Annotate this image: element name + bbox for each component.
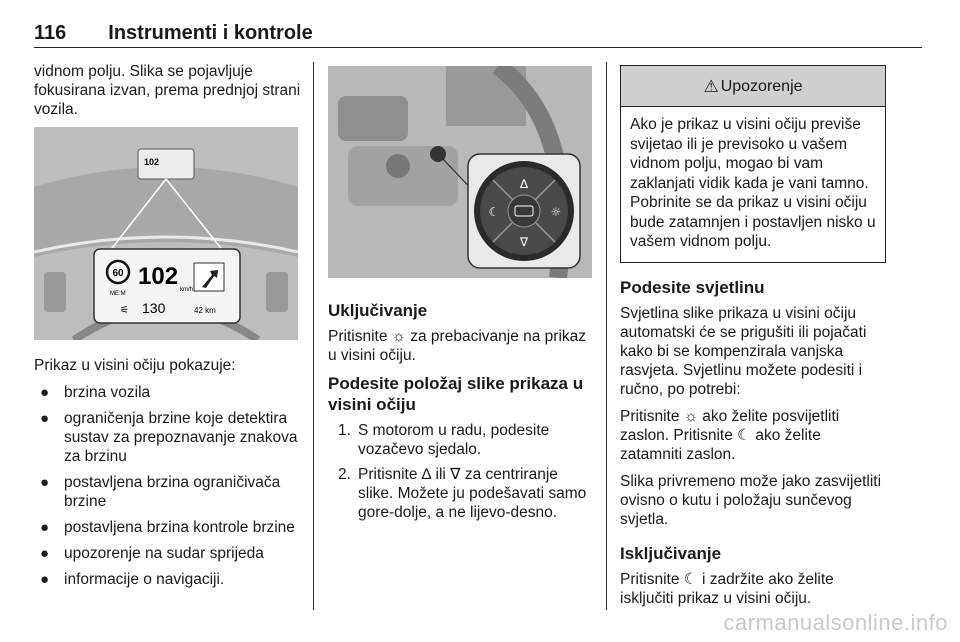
section-title: Podesite svjetlinu [620,277,765,297]
page-header [34,22,313,45]
paragraph: Pritisnite ☾ i zadržite ako želite isključiti prikaz u visini očiju. [620,570,834,607]
warning-box [620,65,886,263]
hud-illustration [34,127,298,340]
list-item: ● ograničenja brzine koje detektira sustav za prepoznavanje znakova za brzinu [40,410,298,465]
page-title: Instrumenti i kontrole [108,22,313,44]
warning-text: Ako je prikaz u visini očiju previše svijetao ili je previsoko u vašem vidnom polju, mogao bi vam zaklanjati vidik kada je vani tamno. Pobrinite se da prikaz u visini očiju bude zatamnjen i postavljen nisko u vašem vidnom polju. [630,116,876,250]
paragraph: Pritisnite ☼ ako želite posvijetliti zaslon. Pritisnite ☾ ako želite zatamniti zaslon. [620,407,840,463]
warning-title: Upozorenje [720,77,803,95]
section-title: Uključivanje [328,301,428,320]
cruise-icon: ⚟ [120,305,129,316]
column-2 [328,66,594,528]
section-title: Isključivanje [620,543,722,563]
section-title: Podesite položaj slike prikaza u visini očiju [328,374,584,414]
watermark: carmanualsonline.info [723,610,948,635]
section-text: Pritisnite ☼ za prebacivanje na prikaz u visini očiju. [328,328,587,364]
list-item: ● informacije o navigaciji. [40,571,225,588]
column-3 [620,65,886,616]
list-item: ● postavljena brzina kontrole brzine [40,519,295,536]
control-panel-illustration [328,66,592,278]
list-item: 2. Pritisnite ∆ ili ∇ za centriranje slike. Možete ju podešavati samo gore-dolje, a ne lijevo-desno. [338,466,587,521]
list-title: Prikaz u visini očiju pokazuje: [34,357,236,374]
sun-icon: ☼ [550,205,562,219]
list-item: 1. S motorom u radu, podesite vozačevo sjedalo. [338,422,550,458]
column-divider [606,62,607,610]
step-list [328,421,594,522]
hud-mini-speed: 102 [144,157,160,167]
bullet-icon: ● [40,545,50,562]
hud-distance: 42 km [194,306,216,315]
column-divider [313,62,314,610]
intro-text: vidnom polju. Slika se pojavljuje fokusirana izvan, prema prednjoj strani vozila. [34,63,301,118]
hud-speed-limit: 60 [112,268,124,279]
paragraph: Slika privremeno može jako zasvijetliti ovisno o kutu i položaju sunčevog svjetla. [620,472,882,528]
header-rule [34,47,922,48]
up-arrow-icon: ∆ [519,177,529,191]
hud-limit-sub: ME:M [110,291,126,297]
list-item: ● upozorenje na sudar sprijeda [40,545,264,562]
bullet-icon: ● [40,571,50,588]
warning-icon: ⚠ [703,76,719,96]
bullet-icon: ● [40,474,50,491]
hud-speed: 102 [138,263,179,290]
bullet-icon: ● [40,519,50,536]
list-item: ● brzina vozila [40,384,151,401]
bullet-icon: ● [40,384,50,401]
page-number: 116 [34,22,67,44]
paragraph: Svjetlina slike prikaza u visini očiju automatski će se prigušiti ili pojačati kako bi se kompenzirala vanjska rasvjeta. Svjetlinu možete podesiti i ručno, po potrebi: [620,304,867,398]
list-item: ● postavljena brzina ograničivača brzine [40,474,281,510]
hud-unit: km/h [180,287,194,293]
column-1 [34,62,302,596]
down-arrow-icon: ∇ [519,235,529,249]
moon-icon: ☾ [488,205,500,219]
feature-list [34,383,302,589]
warning-header [621,66,885,107]
bullet-icon: ● [40,410,50,427]
hud-set-speed: 130 [142,300,166,316]
